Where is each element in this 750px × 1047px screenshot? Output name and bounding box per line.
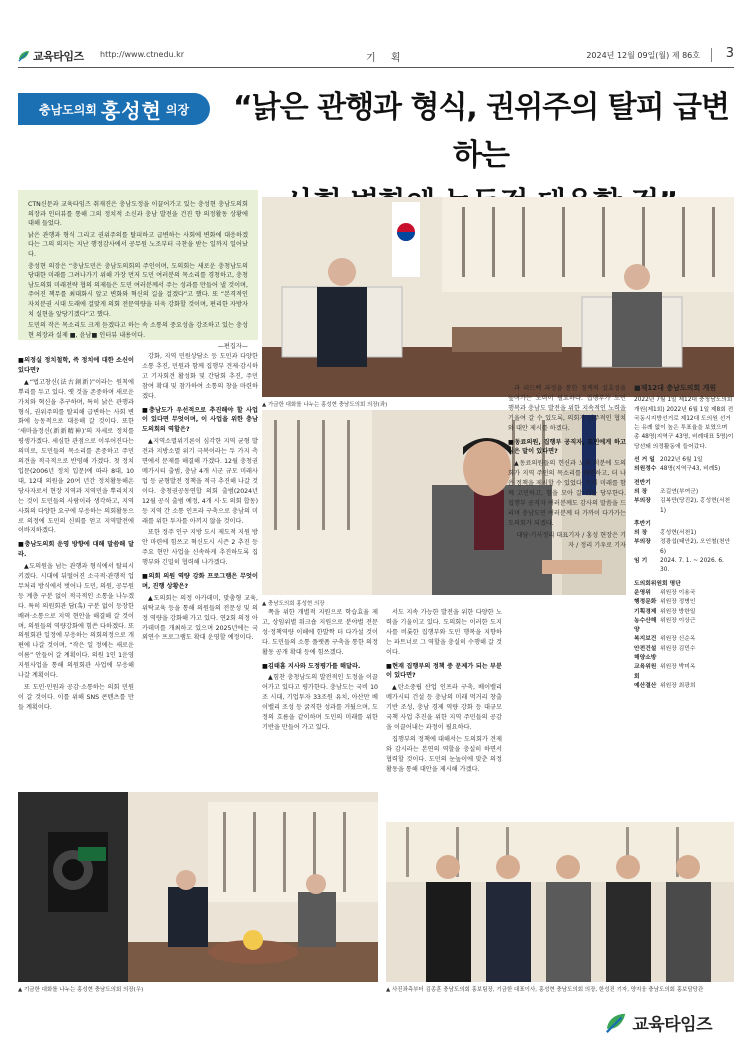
byline: 대담·기사정리 대표기자 / 홍성 현장은 기자 / 정리 기우로 기자 [516, 531, 626, 549]
article-column-2 [142, 352, 258, 782]
question: ■현재 집행부의 정책 중 문제가 되는 부분이 있다면? [386, 662, 502, 680]
header-divider [711, 48, 712, 62]
photo-caption-3: ▲ 기금한 대화를 나누는 홍성현 충남도의회 의장(우) [18, 987, 144, 993]
sidebar-row: 안전건설해양소방 위원장 김민수 [634, 645, 696, 662]
photo-group-image [386, 822, 734, 982]
banner-prefix: 충남도의회 [38, 102, 97, 117]
answer: ▲“법고창신(法古創新)”이라는 원칙에 뿌리를 두고 있다. 옛 것을 존중하며 새로운 가치와 혁신을 추구하며, 특히 낡은 관행과 형식, 권위주의를 탈피해 급변하는 사회 변화에 능동적으로 대응해 갈 것이다. 또한 ‘새마을정신(新新精神)’의 자세로 정치를 평생가겠다. 세심한 관점으로 이루어진다는 의미로, 도민들의 목소리를 존중하고 주민 의견을 적극적으로 반영해 가겠다. 첫 정치 입문(2006년 정치 입문)에 따라 8대, 10대, 12대 의원을 20여 년간 정치활동해온 당사자로서 현장 지역과 지역민을 뿌리치지는 것이 도민들의 사람이라 생각하고, 지역사회의 다양한 요구에 부응하는 의회활동으로 의정에 도민의 신뢰를 얻고 지역발전에 이바지하겠다. [18, 378, 134, 535]
sidebar-second-half-title: 후반기 [634, 520, 651, 527]
banner-name: 홍성현 [100, 98, 162, 123]
sidebar-row: 부의장 정광섭(태안2), 오인철(천안6) [634, 539, 731, 555]
header-section: 기 획 [366, 53, 407, 64]
question: ■의회 의원 역량 강화 프로그램은 무엇이며, 진행 상황은? [142, 573, 258, 590]
council-sidebar [634, 384, 734, 788]
sidebar-row: 복지보건 위원장 신순옥 [634, 636, 696, 643]
answer: ▲동료의원들의 헌신과 노력 덕분에 도의회가 지역 주민의 목소리를 대변하고, 더 나은 정책을 제시할 수 있었다. 도의 미래를 함께 고민하고, 힘을 모아 갈 것을 당부한다. 집행부 공직자 여러분께도 감사의 말씀을 드리며 충남도민 여러분께 더 가까이 다가가는 도의회가 되겠다. [508, 460, 626, 527]
sidebar-committee-title: 도의회위원회 명단 [634, 580, 681, 587]
header-logo-text: 교육타임즈 [33, 50, 84, 63]
lead-editor: —편집자— [217, 343, 248, 351]
sidebar-row: 예산결산 위원장 최광희 [634, 682, 696, 689]
answer: 쪽을 위한 개별적 지원으로 학습효율 제고, 상임위별 워크숍 지원으로 분야별 전문성·정책역량 이해에 한발짝 더 다가설 것이다. 도민들의 소통 플랫폼 구축을 통한 의정활동 공개 확대 등에 힘쓰겠다. [262, 609, 378, 656]
header-date: 2024년 12월 09일(월) 제 86호 [586, 51, 700, 60]
photo-interview-2-image [18, 792, 378, 982]
sidebar-row: 농수산해양 위원장 이상근 [634, 617, 696, 634]
sidebar-row: 의 장 홍성현(서천1) [634, 530, 697, 537]
article-column-3 [262, 608, 378, 786]
answer: ▲도의회는 의정 아카데미, 맞춤형 교육, 위탁교육 등을 통해 의원들의 전문성 및 의정 역량을 강화해 가고 있다. 연2회 의정 아카데미를 개최하고 있으며 2025년에는 국외연수 프로그램도 확대 운영할 예정이다. [142, 594, 258, 642]
lead-paragraph: CTN신문과 교육타임즈 취재진은 충남도정을 이끌어가고 있는 충성현 충남도의회 의장과 인터뷰를 통해 그의 정치적 소신과 충남 발전을 건진 향 의정활동 상황에 대해 들었다. [28, 201, 248, 228]
sidebar-row: 의 장 조길연(부여군) [634, 488, 699, 495]
photo-group [386, 822, 734, 982]
photo-caption-2: ▲ 충남도의회 홍성현 의장 [262, 601, 325, 607]
header-url: http://www.ctnedu.kr [100, 50, 185, 59]
answer: ▲도의원을 넘는 관행과 형식에서 탈피시키겠다. 시대에 뒤떨어진 소극적·관행적 업무처리 방식에서 벗어나 도민, 의원, 공무원 등 계층 구분 없이 적극적인 소통을 나누겠다. 특히 의원회관 담(혹) 구분 없이 등장한 배려·소통으로 지역 현안을 해결해 갈 것이며, 의원들의 역량강화에 힘쓴 다하겠다. 또 의원회관 일정에 부응하는 의회의정으로 개편에 나갈 것이며, “작은 일 정에는 새로운 이름” 안들어 갈 계획이다. 의원 1인 1운영 지원사업을 통해 의원회관 사업에 부응해 나갈 계획이다. [18, 563, 134, 680]
question: ■충남도의회 운영 방향에 대해 말씀해 달라. [18, 541, 134, 559]
answer: 또한 정주 인구 지방 도시 제도적 지원 방안 마련에 힘쓰고 혁신도시 시즌 2 추진 등 주요 현안 사업을 신속하게 추진하도록 집행부와 긴밀히 협력해 나가겠다. [142, 529, 258, 567]
question: ■김태흠 지사와 도정평가를 해달라. [262, 662, 361, 670]
leaf-logo-icon [605, 1012, 627, 1034]
answer: 과 피드백 과정을 통한 정책의 실효성을 높여가는 노력이 필요하다. 집행부가 도민 행복과 충남도 발전을 위한 지속적인 노력을 기울여 갈 수 있도록, 의회가 민주적인 협치와 대안 제시를 하겠다. [508, 385, 626, 432]
headline-line1: “낡은 관행과 형식, 권위주의 탈피 급변하는 [232, 90, 730, 173]
article-column-5 [508, 384, 626, 788]
sidebar-row: 부의장 김복만(당진2), 홍성현(서천1) [634, 498, 731, 514]
sidebar-row: 교육위원회 위원장 박미옥 [634, 664, 696, 680]
lead-box [18, 190, 258, 351]
photo-interview-1-image [262, 197, 734, 397]
photo-interview-1 [262, 197, 734, 397]
answer: 강화, 지역 민원상담소 등 도민과 다양한 소통 추진, 민원과 함께 집행부 견제·감시하고 기자회견 활성화 및 간담회 추진, 주민 참여 확대 및 참가하여 소통의 창을 마련하겠다. [142, 353, 258, 400]
lead-paragraph: 충성현 의장은 “충남도민은 충남도의회의 주인이며, 도의회는 새로운 충청남도의 당대한 미래를 그려나가기 위해 가장 먼저 도민 여러분의 목소리를 경청하고, 충청남도의회 미래전략 협의 의제들은 도민 여러분께서 주는 성과를 만들어 낼 것이며, 주어진 책무를 최대화시 앞고 변화와 혁신의 길을 걸겠다”고 했다. 또 “본격적인 자치분권 시대 도래에 걸맞게 의회 전문역량을 더욱 강화할 것이며, 편리한 자방자치 실현을 앞당기겠다”고 했다. [28, 262, 248, 318]
sidebar-intro: 2022년 7월 1일 제12대 충청남도의회 개원(제1회) 2022년 6월 1일 제8회 전국동시지방선거로 제12대 도의원 선거는 유례 없이 높은 투표율을 보였으며 총 48명(지역구 43명, 비례대표 5명)이 당선돼 의정활동에 들어갔다. [634, 397, 734, 450]
photo-interview-2 [18, 792, 378, 982]
leaf-logo-icon [18, 50, 30, 62]
sidebar-title: ■제12대 충남도의회 개원 [634, 384, 717, 392]
answer: 또 도민·민원과 공감·소통하는 의회 민원이 갈 것이다. 이를 위해 SNS 콘텐츠를 만들 계획이다. [18, 684, 134, 711]
answer: ▲힘찬 충청남도의 발전적인 도정을 이끌어가고 있다고 평가한다. 충남도는 국비 10조 시대, 기업투자 33조원 유치, 아산만 베이밸리 조성 등 굵직한 성과를 거뒀으며, 도정의 흐름을 같이하며 도민의 미래를 위한 기반을 만들어 가고 있다. [262, 674, 378, 731]
question: ■의정실 정치철학, 즉 정치에 대한 소신이 있다면? [18, 357, 134, 374]
sidebar-row: 행정문화 위원장 정병인 [634, 599, 696, 606]
footer-logo [605, 1010, 712, 1035]
article-column-1 [18, 352, 134, 782]
footer-logo-text: 교육타임즈 [632, 1015, 712, 1035]
photo-caption-1: ▲ 가금한 대화를 나누는 홍성현 충남도의회 의장(좌) [262, 402, 388, 408]
question: ■동료의원, 집행부 공직자, 도민에게 하고 싶은 말이 있다면? [508, 438, 626, 456]
photo-caption-4: ▲ 사진좌측부터 김종훈 충남도의회 홍보팀장, 기금한 대표이사, 홍성현 충남도의회 의장, 한성진 기자, 양지웅 충남도의회 홍보담당관 [386, 987, 704, 993]
question: ■충남도가 우선적으로 추진해야 할 사업이 있다면 무엇이며, 이 사업을 위한 충남도의회의 역할은? [142, 406, 258, 434]
sidebar-row: 임 기 2024. 7. 1. ~ 2026. 6. 30. [634, 558, 724, 574]
answer: ▲탄소중립 산업 인프라 구축, 베이밸리 메가시티 건설 등 충남의 미래 먹거리 창출 기반 조성, 충남 경제 역량 강화 등 대규모 국책 사업 추진을 위한 지역 주민들의 공감을 이끌어내는 과정이 필요하다. [386, 684, 502, 731]
page-number: 3 [725, 46, 734, 61]
page-header [18, 46, 734, 68]
sidebar-row: 기획경제 위원장 방한일 [634, 608, 696, 615]
sidebar-first-half-title: 전반기 [634, 479, 651, 486]
sidebar-row: 의원정수 48명(지역구43, 비례5) [634, 466, 721, 473]
sidebar-row: 운영위 위원장 이용국 [634, 589, 696, 596]
sidebar-row: 선 거 일 2022년 6월 1일 [634, 457, 703, 464]
lead-paragraph: 도민의 작은 목소리도 크게 듣겠다고 하는 속 소통의 중요성을 강조하고 있는 충성현 의장과 실제 ■, 윤남■ 인터뷰 내용이다. [28, 322, 248, 339]
header-logo [18, 48, 84, 64]
article-column-4 [386, 608, 502, 786]
lead-paragraph: 낡은 관행과 형식 그리고 권위주의를 탈피하고 급변하는 사회에 변화에 대응하겠다는 그의 의지는 지난 행정감사에서 공무원 노조부터 극찬을 받는 일까지 일어났다. [28, 231, 248, 258]
banner-suffix: 의장 [165, 102, 190, 117]
answer: 서도 지속 가능한 발전을 위한 다양한 노력을 기울이고 있다. 도의회는 이러한 도지사를 비롯한 집행부와 도민 행복을 지향하는 파트너로 그 역할을 충실히 수행해 갈 것이다. [386, 609, 502, 656]
name-banner [18, 93, 210, 125]
answer: 집행부의 정책에 대해서는 도의회가 견제와 감시라는 본연의 역할을 충실히 하면서 협력할 것이다. 도민의 눈높이에 맞춘 의정활동을 통해 대안을 제시해 가겠다. [386, 735, 502, 773]
answer: ▲지역소멸위기론이 심각한 지역 균형 발전과 지방소멸 위기 극복이라는 두 가지 측면에서 문제를 해결해 가겠다. 12월 충청권 메가시티 출범, 충남 4개 시군 규모 미래사업 등 균형발전 정책을 적극 추진해 나갈 것이다. 충청권공동연합 의회 출범(2024년 12월 공식 출범 예정, 4개 시·도 의회 합동) 등 지역 간 소통 인프라 구축으로 충남의 미래를 위한 투자를 아끼지 않을 것이다. [142, 438, 258, 525]
